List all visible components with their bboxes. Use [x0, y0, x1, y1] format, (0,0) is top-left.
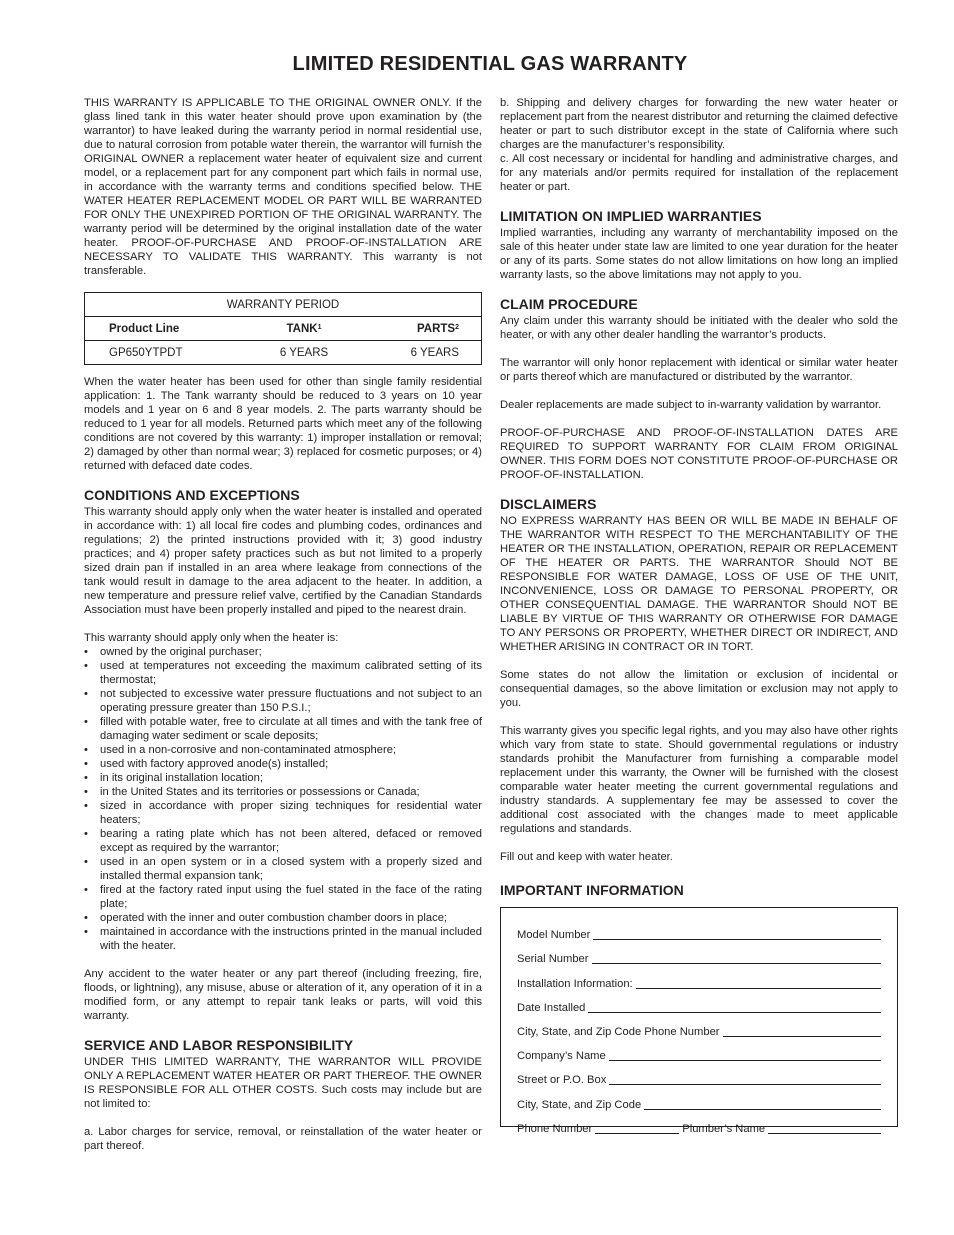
table-row	[85, 341, 482, 365]
plumbers-name-field[interactable]	[768, 1123, 881, 1134]
phone-number-field[interactable]	[595, 1123, 679, 1134]
warranty-period-table	[84, 292, 482, 365]
claim-paragraph-3: Dealer replacements are made subject to in-warranty validation by warrantor.	[500, 399, 882, 411]
street-field[interactable]	[609, 1074, 881, 1085]
list-item: • used in an open system or in a closed system with a properly sized and installed thermal expansion tank;	[84, 855, 482, 883]
company-name-row	[517, 1039, 881, 1063]
list-item: • in its original installation location;	[84, 771, 482, 785]
model-number-field[interactable]	[593, 929, 881, 940]
list-item: • bearing a rating plate which has not been altered, defaced or removed except as required by the warrantor;	[84, 827, 482, 855]
model-number-row	[517, 918, 881, 942]
model-number-label: Model Number	[517, 929, 591, 942]
list-item: • not subjected to excessive water pressure fluctuations and not subject to an operating pressure greater than 150 P.S.I.;	[84, 687, 482, 715]
disclaimers-paragraph-2: Some states do not allow the limitation or exclusion of incidental or consequential damages, so the above limitation or exclusion may not apply to you.	[500, 669, 898, 709]
conditions-paragraph-1: This warranty should apply only when the water heater is installed and operated in accordance with: 1) all local fire codes and plumbing codes, ordinances and regulations; 2) the printed instructions provided with it; 3) good industry practices; and 4) proper safety practices such as but not limited to a properly sized drain pan if installed in an area where leakage from connections of the tank would result in damage to the area adjacent to the heater. In addition, a new temperature and pressure relief valve, certified by the Canadian Standards Association must have been properly installed and piped to the nearest drain.	[84, 506, 482, 616]
list-item: • used with factory approved anode(s) installed;	[84, 757, 482, 771]
cell-parts: 6 YEARS	[369, 341, 482, 365]
plumbers-name-label: Plumber’s Name	[682, 1122, 766, 1135]
claim-heading: CLAIM PROCEDURE	[500, 296, 638, 312]
conditions-paragraph-3: Any accident to the water heater or any part thereof (including freezing, fire, floods, or lightning), any misuse, abuse or alteration of it, any operation of it in a modified form, or any attempt to repair tank leaks or parts, will void this warranty.	[84, 968, 482, 1022]
right-column	[500, 96, 898, 1135]
table-header-row	[85, 293, 482, 317]
list-item: • filled with potable water, free to circulate at all times and with the tank free of damaging water sediment or scale deposits;	[84, 715, 482, 743]
list-item: • in the United States and its territories or possessions or Canada;	[84, 785, 482, 799]
col-parts: PARTS$^2$	[369, 317, 482, 341]
phone-plumber-row	[517, 1112, 881, 1136]
city-state-zip-phone-label: City, State, and Zip Code Phone Number	[517, 1025, 720, 1038]
conditions-paragraph-2: This warranty should apply only when the heater is:	[84, 632, 339, 644]
col-tank: TANK$^1$	[239, 317, 369, 341]
limitation-paragraph: Implied warranties, including any warranty of merchantability imposed on the sale of this heater under state law are limited to one year duration for the heater or any of its parts. Some states do not allow limitations on how long an implied warranty lasts, so the above limitations may not apply to you.	[500, 227, 898, 281]
street-row	[517, 1063, 881, 1087]
disclaimers-paragraph-4: Fill out and keep with water heater.	[500, 851, 673, 863]
phone-number-label: Phone Number	[517, 1122, 593, 1135]
service-item-c: c. All cost necessary or incidental for handling and administrative charges, and for any materials and/or permits required for installation of the replacement heater or part.	[500, 153, 898, 193]
service-heading: SERVICE AND LABOR RESPONSIBILITY	[84, 1037, 354, 1053]
list-item: • operated with the inner and outer combustion chamber doors in place;	[84, 911, 482, 925]
claim-paragraph-1: Any claim under this warranty should be initiated with the dealer who sold the heater, or with any other dealer handling the warrantor’s products.	[500, 315, 898, 341]
serial-number-label: Serial Number	[517, 953, 589, 966]
col-product-line: Product Line	[85, 317, 240, 341]
street-label: Street or P.O. Box	[517, 1074, 607, 1087]
after-table-paragraph: When the water heater has been used for other than single family residential application: 1. The Tank warranty should be reduced to 3 years on 10 year models and 1 year on 6 and 8 year models. 2. The parts warranty should be reduced to 1 year for all models. Returned parts which meet any of the following conditions are not covered by this warranty: 1) improper installation or removal; 2) damaged by other than normal wear; 3) replaced for cosmetic purposes; or 4) returned with defaced date codes.	[84, 376, 482, 472]
list-item: • maintained in accordance with the instructions printed in the manual included with the heater.	[84, 925, 482, 953]
conditions-list	[84, 645, 482, 953]
installation-info-row	[517, 966, 881, 990]
disclaimers-paragraph-1: NO EXPRESS WARRANTY HAS BEEN OR WILL BE MADE IN BEHALF OF THE WARRANTOR WITH RESPECT TO THE MERCHANTABILITY OF THE HEATER OR THE INSTALLATION, OPERATION, REPAIR OR REPLACEMENT OF THE HEATER OR PARTS. THE WARRANTOR Should NOT BE RESPONSIBLE FOR WATER DAMAGE, LOSS OF USE OF THE UNIT, INCONVENIENCE, LOSS OR DAMAGE TO PERSONAL PROPERTY, OR OTHER CONSEQUENTIAL DAMAGE. THE WARRANTOR Should NOT BE LIABLE BY VIRTUE OF THIS WARRANTY OR OTHERWISE FOR DAMAGE TO ANY PERSONS OR PROPERTY, WHETHER DIRECT OR INDIRECT, AND WHETHER ARISING IN CONTRACT OR IN TORT.	[500, 515, 898, 653]
company-name-field[interactable]	[609, 1050, 881, 1061]
cell-tank: 6 YEARS	[239, 341, 369, 365]
table-column-row	[85, 317, 482, 341]
date-installed-row	[517, 991, 881, 1015]
list-item: • fired at the factory rated input using the fuel stated in the face of the rating plate;	[84, 883, 482, 911]
left-column	[84, 96, 482, 1153]
city-state-zip-label: City, State, and Zip Code	[517, 1098, 642, 1111]
service-paragraph-1: UNDER THIS LIMITED WARRANTY, THE WARRANTOR WILL PROVIDE ONLY A REPLACEMENT WATER HEATER OR PART THEREOF. THE OWNER IS RESPONSIBLE FOR ALL OTHER COSTS. Such costs may include but are not limited to:	[84, 1056, 482, 1110]
list-item: • used at temperatures not exceeding the maximum calibrated setting of its thermostat;	[84, 659, 482, 687]
claim-paragraph-2: The warrantor will only honor replacement with identical or similar water heater or parts thereof which are manufactured or distributed by the warrantor.	[500, 357, 898, 383]
disclaimers-paragraph-3: This warranty gives you specific legal rights, and you may also have other rights which vary from state to state. Should governmental regulations or industry standards prohibit the Manufacturer from furnishing a comparable model replacement under this warranty, the Owner will be furnished with the closest comparable water heater meeting the current governmental regulations and industry standards. A supplementary fee may be assessed to cover the additional cost associated with the changes made to meet applicable regulations and standards.	[500, 725, 898, 835]
installation-info-label: Installation Information:	[517, 977, 633, 990]
city-state-zip-row	[517, 1087, 881, 1111]
important-heading: IMPORTANT INFORMATION	[500, 882, 684, 898]
important-info-form	[500, 907, 898, 1135]
limitation-heading: LIMITATION ON IMPLIED WARRANTIES	[500, 208, 762, 224]
conditions-heading: CONDITIONS AND EXCEPTIONS	[84, 487, 300, 503]
table-header: WARRANTY PERIOD	[85, 293, 482, 317]
intro-paragraph: THIS WARRANTY IS APPLICABLE TO THE ORIGINAL OWNER ONLY. If the glass lined tank in this water heater should prove upon examination by (the warrantor) to have leaked during the warranty period in normal residential use, due to natural corrosion from potable water therein, the warrantor will furnish the ORIGINAL OWNER a replacement water heater of equivalent size and current model, or a replacement part for any component part which fails in normal use, in accordance with the warranty terms and conditions specified below. THE WATER HEATER REPLACEMENT MODEL OR PART WILL BE WARRANTED FOR ONLY THE UNEXPIRED PORTION OF THE ORIGINAL WARRANTY. The warranty period will be determined by the original installation date of the water heater. PROOF-OF-PURCHASE AND PROOF-OF-INSTALLATION ARE NECESSARY TO VALIDATE THIS WARRANTY. This warranty is not transferable.	[84, 97, 482, 277]
installation-info-field[interactable]	[636, 978, 881, 989]
service-item-a: a. Labor charges for service, removal, or reinstallation of the water heater or part thereof.	[84, 1126, 482, 1152]
cell-product: GP650YTPDT	[85, 341, 240, 365]
claim-paragraph-4: PROOF-OF-PURCHASE AND PROOF-OF-INSTALLATION DATES ARE REQUIRED TO SUPPORT WARRANTY FOR CLAIM FROM ORIGINAL OWNER. THIS FORM DOES NOT CONSTITUTE PROOF-OF-PURCHASE OR PROOF-OF-INSTALLATION.	[500, 427, 898, 481]
serial-number-row	[517, 942, 881, 966]
disclaimers-heading: DISCLAIMERS	[500, 496, 597, 512]
page-title: LIMITED RESIDENTIAL GAS WARRANTY	[292, 53, 688, 75]
list-item: • sized in accordance with proper sizing techniques for residential water heaters;	[84, 799, 482, 827]
list-item: • owned by the original purchaser;	[84, 645, 482, 659]
date-installed-label: Date Installed	[517, 1001, 586, 1014]
service-item-b: b. Shipping and delivery charges for forwarding the new water heater or replacement part from the nearest distributor and returning the claimed defective heater or part to such distributor except in the state of California where such charges are the manufacturer’s responsibility.	[500, 97, 898, 151]
city-state-zip-phone-field[interactable]	[723, 1026, 881, 1037]
list-item: • used in a non-corrosive and non-contaminated atmosphere;	[84, 743, 482, 757]
city-state-zip-phone-row	[517, 1015, 881, 1039]
company-name-label: Company’s Name	[517, 1050, 606, 1063]
serial-number-field[interactable]	[592, 953, 881, 964]
city-state-zip-field[interactable]	[644, 1099, 881, 1110]
date-installed-field[interactable]	[588, 1002, 881, 1013]
